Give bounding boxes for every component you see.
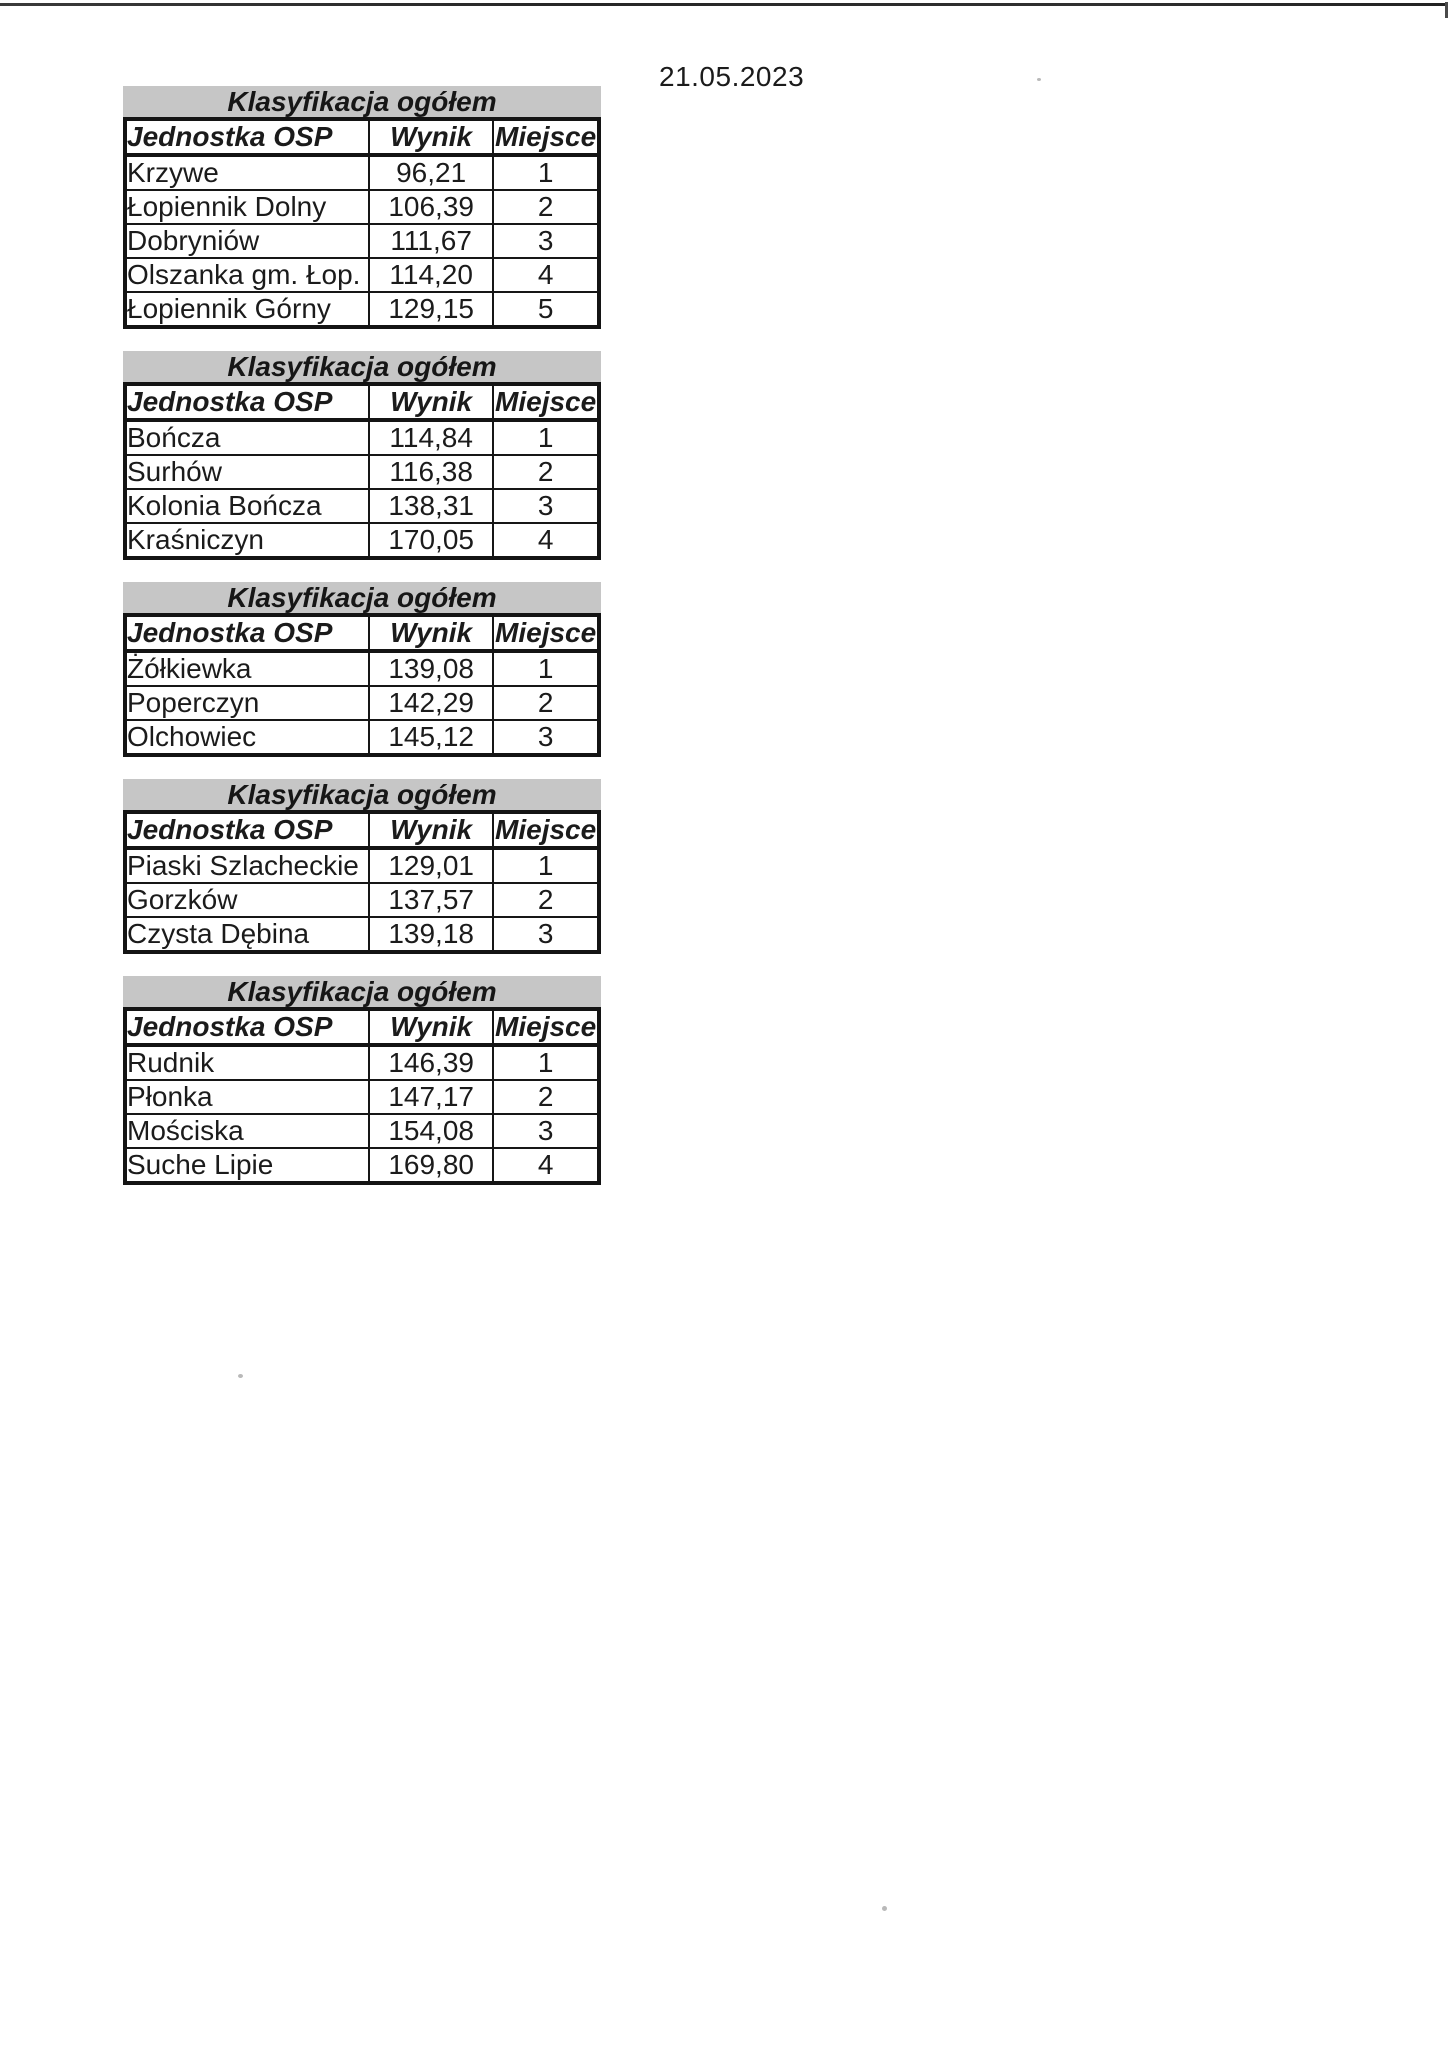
classification-table: [123, 613, 601, 757]
tables-container: [123, 86, 601, 1207]
column-header: Miejsce: [493, 812, 599, 848]
column-header: Jednostka OSP: [125, 1009, 369, 1045]
score-cell: 116,38: [369, 455, 493, 489]
score-cell: 145,12: [369, 720, 493, 755]
column-header: Wynik: [369, 384, 493, 420]
table-header-row: [125, 384, 599, 420]
place-cell: 2: [493, 686, 599, 720]
unit-name-cell: Kolonia Bończa: [125, 489, 369, 523]
classification-table: [123, 117, 601, 329]
place-cell: 5: [493, 292, 599, 327]
classification-table: [123, 382, 601, 560]
scan-edge-line: [0, 3, 1448, 6]
table-row: [125, 292, 599, 327]
score-cell: 147,17: [369, 1080, 493, 1114]
column-header: Wynik: [369, 812, 493, 848]
place-cell: 1: [493, 848, 599, 883]
table-row: [125, 720, 599, 755]
table-row: [125, 224, 599, 258]
scan-speck: [882, 1906, 887, 1911]
unit-name-cell: Piaski Szlacheckie: [125, 848, 369, 883]
column-header: Jednostka OSP: [125, 119, 369, 155]
score-cell: 154,08: [369, 1114, 493, 1148]
table-row: [125, 489, 599, 523]
place-cell: 2: [493, 883, 599, 917]
column-header: Jednostka OSP: [125, 812, 369, 848]
score-cell: 96,21: [369, 155, 493, 190]
table-body: [125, 651, 599, 755]
table-row: [125, 651, 599, 686]
classification-table-block: [123, 351, 601, 560]
column-header: Wynik: [369, 119, 493, 155]
score-cell: 114,84: [369, 420, 493, 455]
score-cell: 146,39: [369, 1045, 493, 1080]
table-header-row: [125, 812, 599, 848]
column-header: Miejsce: [493, 1009, 599, 1045]
place-cell: 1: [493, 155, 599, 190]
place-cell: 3: [493, 917, 599, 952]
table-row: [125, 190, 599, 224]
unit-name-cell: Krzywe: [125, 155, 369, 190]
table-title: Klasyfikacja ogółem: [123, 86, 601, 117]
place-cell: 2: [493, 1080, 599, 1114]
unit-name-cell: Łopiennik Dolny: [125, 190, 369, 224]
table-header-row: [125, 615, 599, 651]
classification-table: [123, 1007, 601, 1185]
score-cell: 129,15: [369, 292, 493, 327]
column-header: Jednostka OSP: [125, 384, 369, 420]
scan-speck: [1037, 78, 1041, 81]
score-cell: 139,08: [369, 651, 493, 686]
table-row: [125, 686, 599, 720]
unit-name-cell: Olszanka gm. Łop.: [125, 258, 369, 292]
score-cell: 139,18: [369, 917, 493, 952]
place-cell: 3: [493, 489, 599, 523]
classification-table-block: [123, 976, 601, 1185]
unit-name-cell: Gorzków: [125, 883, 369, 917]
table-header-row: [125, 1009, 599, 1045]
classification-table-block: [123, 779, 601, 954]
table-row: [125, 1114, 599, 1148]
table-row: [125, 848, 599, 883]
table-row: [125, 523, 599, 558]
unit-name-cell: Mościska: [125, 1114, 369, 1148]
column-header: Miejsce: [493, 615, 599, 651]
unit-name-cell: Płonka: [125, 1080, 369, 1114]
table-row: [125, 917, 599, 952]
place-cell: 1: [493, 1045, 599, 1080]
place-cell: 4: [493, 1148, 599, 1183]
column-header: Wynik: [369, 615, 493, 651]
unit-name-cell: Czysta Dębina: [125, 917, 369, 952]
table-body: [125, 1045, 599, 1183]
column-header: Miejsce: [493, 384, 599, 420]
place-cell: 2: [493, 455, 599, 489]
table-title: Klasyfikacja ogółem: [123, 779, 601, 810]
unit-name-cell: Suche Lipie: [125, 1148, 369, 1183]
unit-name-cell: Żółkiewka: [125, 651, 369, 686]
place-cell: 3: [493, 224, 599, 258]
table-row: [125, 155, 599, 190]
unit-name-cell: Dobryniów: [125, 224, 369, 258]
table-body: [125, 848, 599, 952]
column-header: Jednostka OSP: [125, 615, 369, 651]
table-row: [125, 883, 599, 917]
place-cell: 4: [493, 523, 599, 558]
table-row: [125, 420, 599, 455]
place-cell: 2: [493, 190, 599, 224]
table-row: [125, 455, 599, 489]
unit-name-cell: Rudnik: [125, 1045, 369, 1080]
table-body: [125, 155, 599, 327]
table-header-row: [125, 119, 599, 155]
table-row: [125, 258, 599, 292]
score-cell: 111,67: [369, 224, 493, 258]
table-title: Klasyfikacja ogółem: [123, 351, 601, 382]
unit-name-cell: Łopiennik Górny: [125, 292, 369, 327]
place-cell: 1: [493, 651, 599, 686]
column-header: Wynik: [369, 1009, 493, 1045]
score-cell: 114,20: [369, 258, 493, 292]
table-row: [125, 1045, 599, 1080]
table-title: Klasyfikacja ogółem: [123, 976, 601, 1007]
place-cell: 3: [493, 720, 599, 755]
score-cell: 106,39: [369, 190, 493, 224]
date-label: 21.05.2023: [659, 61, 805, 92]
unit-name-cell: Surhów: [125, 455, 369, 489]
column-header: Miejsce: [493, 119, 599, 155]
place-cell: 1: [493, 420, 599, 455]
table-title: Klasyfikacja ogółem: [123, 582, 601, 613]
unit-name-cell: Olchowiec: [125, 720, 369, 755]
place-cell: 3: [493, 1114, 599, 1148]
score-cell: 138,31: [369, 489, 493, 523]
unit-name-cell: Poperczyn: [125, 686, 369, 720]
score-cell: 169,80: [369, 1148, 493, 1183]
table-row: [125, 1148, 599, 1183]
unit-name-cell: Bończa: [125, 420, 369, 455]
place-cell: 4: [493, 258, 599, 292]
score-cell: 129,01: [369, 848, 493, 883]
classification-table-block: [123, 86, 601, 329]
table-row: [125, 1080, 599, 1114]
scan-speck: [238, 1374, 243, 1378]
score-cell: 170,05: [369, 523, 493, 558]
score-cell: 137,57: [369, 883, 493, 917]
classification-table: [123, 810, 601, 954]
table-body: [125, 420, 599, 558]
unit-name-cell: Kraśniczyn: [125, 523, 369, 558]
classification-table-block: [123, 582, 601, 757]
score-cell: 142,29: [369, 686, 493, 720]
